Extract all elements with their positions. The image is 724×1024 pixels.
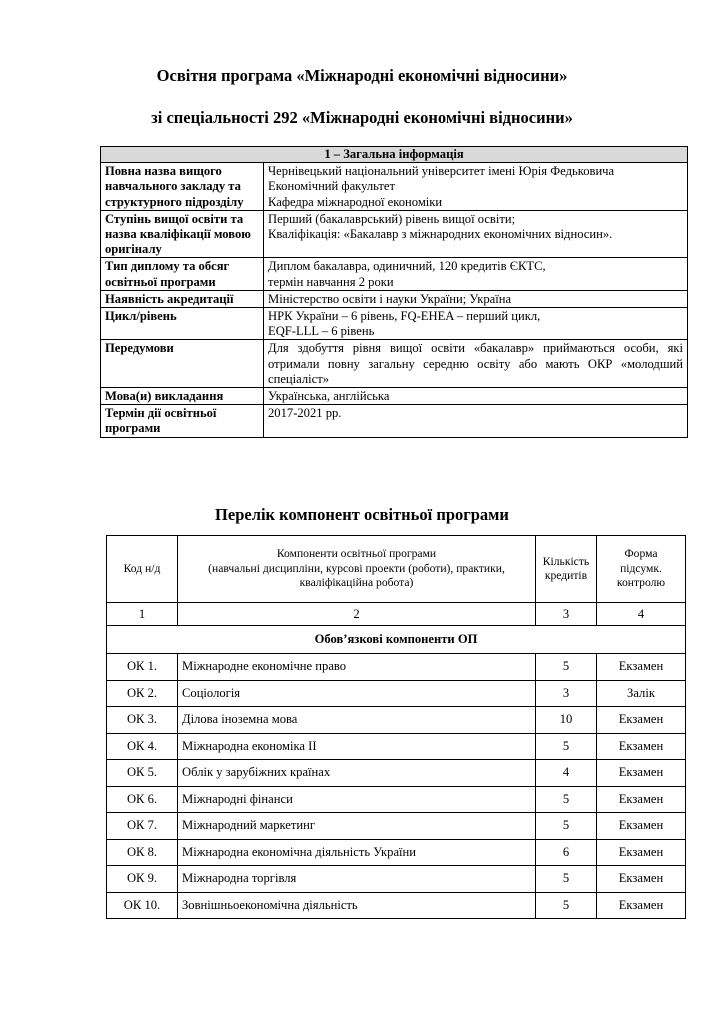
- row-name: Соціологія: [178, 680, 536, 707]
- row-credits: 5: [536, 866, 597, 893]
- components-title: Перелік компонент освітньої програми: [215, 505, 509, 524]
- info-value-line: НРК України – 6 рівень, FQ-EHEA – перший цикл,: [268, 309, 541, 324]
- info-value-line: Для здобуття рівня вищої освіти «бакалавр» приймаються особи, які отримали повну загальну середню освіту або мають ОКР «молодший спеціаліст»: [268, 341, 683, 386]
- info-label: Мова(и) викладання: [101, 388, 264, 405]
- row-credits: 5: [536, 813, 597, 840]
- table-row: [107, 839, 686, 866]
- row-credits: 6: [536, 839, 597, 866]
- row-name: Облік у зарубіжних країнах: [178, 760, 536, 787]
- info-value-line: Перший (бакалаврський) рівень вищої освіти;: [268, 211, 516, 226]
- table-row: [107, 707, 686, 734]
- info-row: [101, 388, 688, 405]
- row-form: Екзамен: [597, 707, 686, 734]
- info-value: [264, 210, 688, 258]
- info-value: [264, 290, 688, 307]
- table-row: [107, 760, 686, 787]
- row-code: ОК 5.: [107, 760, 178, 787]
- row-code: ОК 3.: [107, 707, 178, 734]
- row-form: Екзамен: [597, 786, 686, 813]
- header-components-title: Компоненти освітньої програми: [276, 547, 437, 561]
- info-value: [264, 163, 688, 211]
- row-form: Екзамен: [597, 733, 686, 760]
- row-credits: 10: [536, 707, 597, 734]
- row-name: Міжнародні фінанси: [178, 786, 536, 813]
- column-number: 1: [107, 603, 178, 626]
- header-form-note: підсумк. контролю: [616, 561, 666, 590]
- info-value-line: термін навчання 2 роки: [268, 274, 394, 289]
- table-row: [107, 866, 686, 893]
- info-label: Тип диплому та обсяг освітньої програми: [101, 258, 264, 290]
- info-value: [264, 308, 688, 340]
- row-code: ОК 6.: [107, 786, 178, 813]
- row-form: Екзамен: [597, 892, 686, 919]
- row-form: Екзамен: [597, 654, 686, 681]
- info-value-line: 2017-2021 рр.: [268, 406, 342, 421]
- info-row: [101, 163, 688, 211]
- row-credits: 5: [536, 654, 597, 681]
- row-code: ОК 10.: [107, 892, 178, 919]
- info-value-line: Міністерство освіти і науки України; Україна: [268, 291, 512, 306]
- header-form-title: Форма: [624, 547, 658, 561]
- header-components: [178, 536, 536, 603]
- row-credits: 4: [536, 760, 597, 787]
- row-name: Міжнародна торгівля: [178, 866, 536, 893]
- row-name: Міжнародна економіка ІІ: [178, 733, 536, 760]
- row-code: ОК 7.: [107, 813, 178, 840]
- row-name: Міжнародна економічна діяльність України: [178, 839, 536, 866]
- general-info-header-row: [101, 147, 688, 163]
- section-row: [107, 626, 686, 654]
- row-form: Залік: [597, 680, 686, 707]
- column-number-row: [107, 603, 686, 626]
- table-row: [107, 786, 686, 813]
- info-value-line: Кафедра міжнародної економіки: [268, 194, 443, 209]
- header-components-note: (навчальні дисципліни, курсові проекти (роботи), практики, кваліфікаційна робота): [208, 561, 505, 590]
- table-row: [107, 813, 686, 840]
- header-code: Код н/д: [107, 536, 178, 603]
- row-name: Ділова іноземна мова: [178, 707, 536, 734]
- row-form: Екзамен: [597, 839, 686, 866]
- info-row: [101, 258, 688, 290]
- table-row: [107, 680, 686, 707]
- info-label: Ступінь вищої освіти та назва кваліфікації мовою оригіналу: [101, 210, 264, 258]
- info-row: [101, 210, 688, 258]
- info-label: Наявність акредитації: [101, 290, 264, 307]
- components-header-row: [107, 536, 686, 603]
- table-row: [107, 654, 686, 681]
- row-name: Міжнародне економічне право: [178, 654, 536, 681]
- row-form: Екзамен: [597, 813, 686, 840]
- row-code: ОК 9.: [107, 866, 178, 893]
- info-value: [264, 340, 688, 388]
- info-value-line: EQF-LLL – 6 рівень: [268, 324, 375, 339]
- info-label: Цикл/рівень: [101, 308, 264, 340]
- info-row: [101, 290, 688, 307]
- components-table: [106, 535, 686, 919]
- row-form: Екзамен: [597, 760, 686, 787]
- row-code: ОК 2.: [107, 680, 178, 707]
- row-credits: 5: [536, 892, 597, 919]
- row-credits: 5: [536, 733, 597, 760]
- column-number: 4: [597, 603, 686, 626]
- row-form: Екзамен: [597, 866, 686, 893]
- info-row: [101, 308, 688, 340]
- program-subtitle: зі спеціальності 292 «Міжнародні економічні відносини»: [151, 108, 573, 127]
- row-name: Міжнародний маркетинг: [178, 813, 536, 840]
- info-label: Повна назва вищого навчального закладу та структурного підрозділу: [101, 163, 264, 211]
- row-code: ОК 4.: [107, 733, 178, 760]
- info-value: [264, 405, 688, 437]
- column-number: 2: [178, 603, 536, 626]
- header-credits: Кількість кредитів: [536, 536, 597, 603]
- info-label: Термін дії освітньої програми: [101, 405, 264, 437]
- row-credits: 5: [536, 786, 597, 813]
- table-row: [107, 733, 686, 760]
- info-value-line: Кваліфікація: «Бакалавр з міжнародних економічних відносин».: [268, 227, 613, 242]
- row-name: Зовнішньоекономічна діяльність: [178, 892, 536, 919]
- row-code: ОК 8.: [107, 839, 178, 866]
- info-row: [101, 405, 688, 437]
- info-row: [101, 340, 688, 388]
- section-title: Обов’язкові компоненти ОП: [107, 626, 686, 654]
- info-value-line: Економічний факультет: [268, 179, 396, 194]
- info-value-line: Диплом бакалавра, одиничний, 120 кредитів ЄКТС,: [268, 259, 546, 274]
- header-form: [597, 536, 686, 603]
- info-label: Передумови: [101, 340, 264, 388]
- program-title: Освітня програма «Міжнародні економічні відносини»: [156, 66, 568, 85]
- row-credits: 3: [536, 680, 597, 707]
- info-value: [264, 258, 688, 290]
- row-code: ОК 1.: [107, 654, 178, 681]
- info-value-line: Українська, англійська: [268, 389, 390, 404]
- info-value-line: Чернівецький національний університет імені Юрія Федьковича: [268, 164, 615, 179]
- info-value: [264, 388, 688, 405]
- column-number: 3: [536, 603, 597, 626]
- general-info-header: 1 – Загальна інформація: [101, 147, 688, 163]
- table-row: [107, 892, 686, 919]
- general-info-table: [100, 146, 688, 438]
